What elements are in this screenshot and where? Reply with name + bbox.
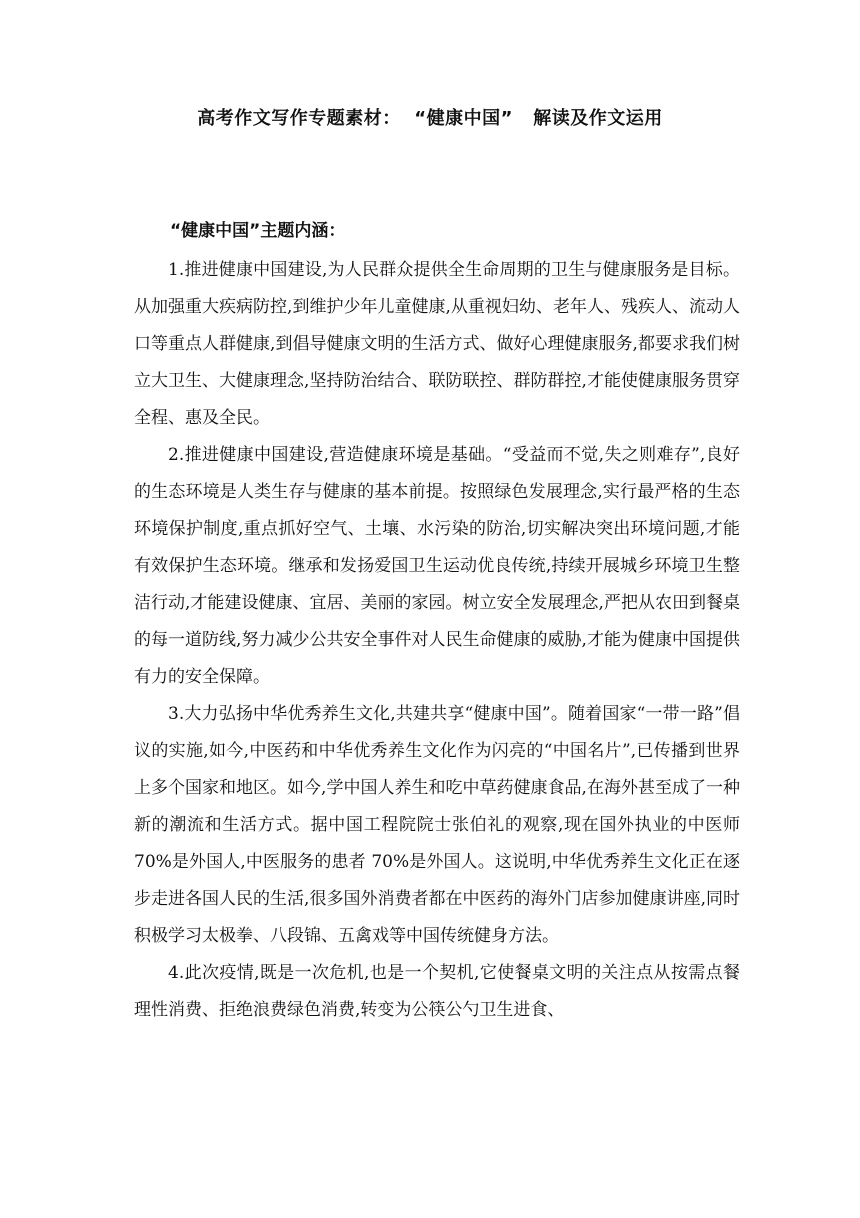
document-title: 高考作文写作专题素材： “健康中国” 解读及作文运用: [197, 108, 663, 129]
section-heading: “健康中国”主题内涵：: [170, 221, 346, 241]
paragraph-3: 3.大力弘扬中华优秀养生文化,共建共享“健康中国”。随着国家“一带一路”倡议的实施,如今,中医药和中华优秀养生文化作为闪亮的“中国名片”,已传播到世界上多个国家和地区。如今,学中国人养生和吃中草药健康食品,在海外甚至成了一种新的潮流和生活方式。据中国工程院院士张伯礼的观察,现在国外执业的中医师 70%是外国人,中医服务的患者 70%是外国人。这说明,中华优秀养生文化正在逐步走进各国人民的生活,很多国外消费者都在中医药的海外门店参加健康讲座,同时积极学习太极拳、八段锦、五禽戏等中国传统健身方法。: [134, 704, 740, 946]
body-text: [134, 252, 740, 1029]
paragraph-2: 2.推进健康中国建设,营造健康环境是基础。“受益而不觉,失之则难存”,良好的生态环境是人类生存与健康的基本前提。按照绿色发展理念,实行最严格的生态环境保护制度,重点抓好空气、土壤、水污染的防治,切实解决突出环境问题,才能有效保护生态环境。继承和发扬爱国卫生运动优良传统,持续开展城乡环境卫生整洁行动,才能建设健康、宜居、美丽的家园。树立安全发展理念,严把从农田到餐桌的每一道防线,努力减少公共安全事件对人民生命健康的威胁,才能为健康中国提供有力的安全保障。: [134, 445, 740, 687]
paragraph-4: 4.此次疫情,既是一次危机,也是一个契机,它使餐桌文明的关注点从按需点餐理性消费、拒绝浪费绿色消费,转变为公筷公勺卫生进食、: [134, 963, 740, 1020]
paragraph-1: 1.推进健康中国建设,为人民群众提供全生命周期的卫生与健康服务是目标。从加强重大疾病防控,到维护少年儿童健康,从重视妇幼、老年人、残疾人、流动人口等重点人群健康,到倡导健康文明的生活方式、做好心理健康服务,都要求我们树立大卫生、大健康理念,坚持防治结合、联防联控、群防群控,才能使健康服务贯穿全程、惠及全民。: [134, 260, 740, 428]
